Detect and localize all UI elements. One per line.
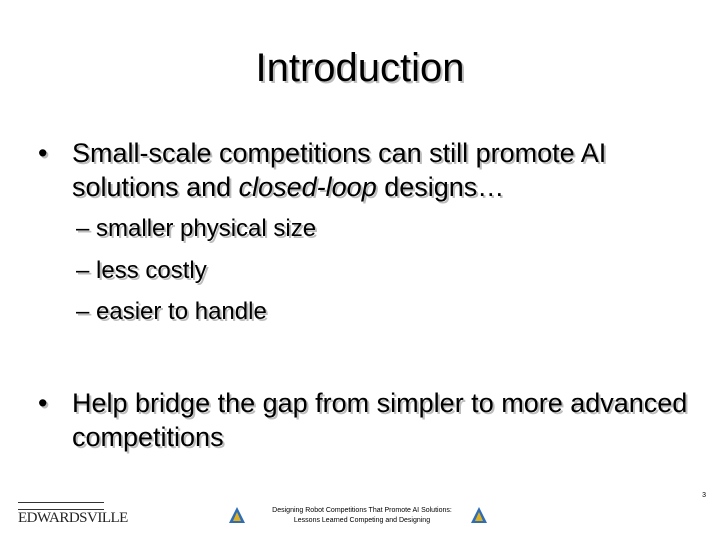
triangle-logo-icon [228,506,246,524]
sub-bullet-1: – smaller physical size [76,215,317,242]
logo-rule [18,502,104,510]
footer-line-1: Designing Robot Competitions That Promote AI Solutions: [272,507,452,514]
logo-wordmark: EDWARDSVILLE [18,510,128,526]
bullet-marker: • [38,138,48,168]
page-number: 3 [702,492,706,499]
triangle-logo-icon [470,506,488,524]
bullet-1-text: Small-scale competitions can still promote AI solutions and closed-loop designs… [72,138,607,202]
bullet-2 [38,386,698,454]
footer-caption [248,506,476,526]
sub-bullet-2: – less costly [76,257,207,284]
bullet-2-text: Help bridge the gap from simpler to more advanced competitions [72,388,688,452]
sub-bullet-3: – easier to handle [76,298,267,325]
edwardsville-logo [18,502,128,526]
slide-title: Introduction [255,46,465,90]
footer-line-2: Lessons Learned Competing and Designing [293,517,431,524]
bullet-1 [38,136,698,204]
bullet-marker: • [38,388,48,418]
closed-loop-emphasis: closed-loop [238,172,377,202]
